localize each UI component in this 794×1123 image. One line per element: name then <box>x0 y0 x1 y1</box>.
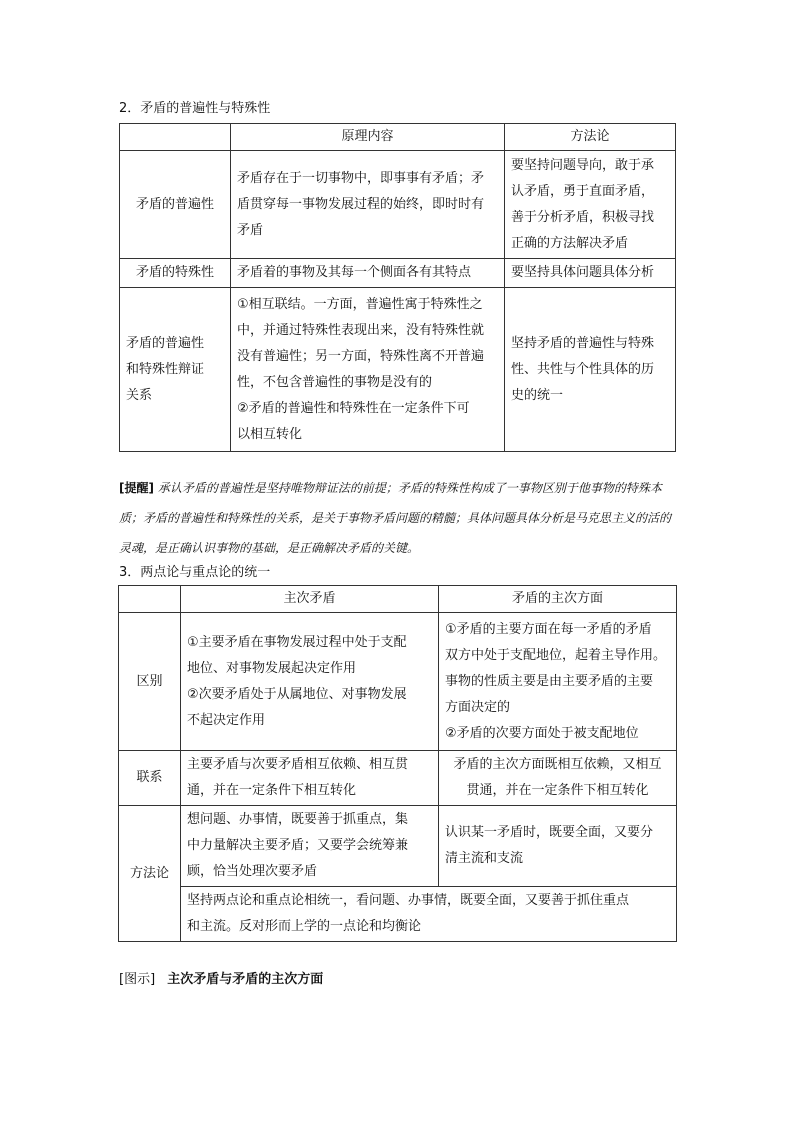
method-cell <box>505 288 676 452</box>
text-line: 性、共性与个性具体的历 <box>511 361 655 377</box>
text-line: 矛盾存在于一切事物中，即事事有矛盾；矛 <box>237 170 485 186</box>
header-principle: 原理内容 <box>231 124 505 151</box>
text-line: 和主流。反对形而上学的一点论和均衡论 <box>187 919 422 934</box>
table-row <box>119 751 677 806</box>
main-contradiction-cell <box>181 613 439 751</box>
text-line: 双方中处于支配地位，起着主导作用。 <box>445 647 667 663</box>
tip-text: 承认矛盾的普遍性是坚持唯物辩证法的前提；矛盾的特殊性构成了一事物区别于他事物的特殊本质；矛盾的普遍性和特殊性的关系，是关于事物矛盾问题的精髓；具体问题具体分析是马克思主义的活的灵魂，是正确认识事物的基础，是正确解决矛盾的关键。 <box>119 481 672 555</box>
text-line: 地位、对事物发展起决定作用 <box>187 660 357 676</box>
text-line: 正确的方法解决矛盾 <box>511 235 629 251</box>
aspect-cell <box>439 806 677 887</box>
universality-table <box>119 123 676 452</box>
text-line: 主要矛盾与次要矛盾相互依赖、相互贯 <box>187 757 409 772</box>
table-row <box>119 806 677 887</box>
table-row <box>119 613 677 751</box>
header-method: 方法论 <box>505 124 676 151</box>
main-contradiction-cell <box>181 806 439 887</box>
text-line: 通，并在一定条件下相互转化 <box>187 783 357 798</box>
row-label-dialectical-relation <box>120 288 231 452</box>
table-row <box>119 887 677 942</box>
principle-cell <box>231 151 505 259</box>
text-line: 性，不包含普遍性的事物是没有的 <box>237 374 433 390</box>
section-2-heading: 2．矛盾的普遍性与特殊性 <box>119 101 271 116</box>
text-line: ①矛盾的主要方面在每一矛盾的矛盾 <box>445 621 652 637</box>
text-line: 没有普遍性；另一方面，特殊性离不开普遍 <box>237 348 485 364</box>
aspect-cell <box>439 613 677 751</box>
section-3-heading: 3．两点论与重点论的统一 <box>119 565 271 580</box>
text-line: 不起决定作用 <box>187 712 266 728</box>
table-row <box>120 288 676 452</box>
principle-cell <box>231 288 505 452</box>
figure-tag: [图示] <box>119 972 156 987</box>
table-row <box>120 259 676 288</box>
principle-cell <box>231 259 505 288</box>
text-line: 贯通，并在一定条件下相互转化 <box>466 783 649 798</box>
text-line: 想问题、办事情，既要善于抓重点，集 <box>187 812 409 827</box>
text-line: 和特殊性辩证 <box>126 361 205 377</box>
text-line: 要坚持问题导向，敢于承 <box>511 157 655 173</box>
figure-title: 主次矛盾与矛盾的主次方面 <box>167 972 324 987</box>
text-line: 要坚持具体问题具体分析 <box>511 265 655 280</box>
text-line: ②次要矛盾处于从属地位、对事物发展 <box>187 686 407 702</box>
text-line: 盾贯穿每一事物发展过程的始终，即时时有 <box>237 196 485 212</box>
text-line: 矛盾的主次方面既相互依赖，又相互 <box>453 757 662 772</box>
row-label-connection: 联系 <box>119 751 181 806</box>
text-line: 清主流和支流 <box>445 851 524 866</box>
text-line: 认识某一矛盾时，既要全面，又要分 <box>445 825 654 840</box>
combined-method-cell <box>181 887 677 942</box>
main-contradiction-cell <box>181 751 439 806</box>
method-cell <box>505 259 676 288</box>
text-line: 史的统一 <box>511 387 564 403</box>
table-header-row <box>120 124 676 151</box>
row-label-particularity: 矛盾的特殊性 <box>120 259 231 288</box>
header-blank <box>120 124 231 151</box>
header-main-contradiction: 主次矛盾 <box>181 586 439 613</box>
aspect-cell <box>439 751 677 806</box>
text-line: 事物的性质主要是由主要矛盾的主要 <box>445 673 654 689</box>
text-line: ①主要矛盾在事物发展过程中处于支配 <box>187 634 407 650</box>
table-header-row <box>119 586 677 613</box>
text-line: 坚持矛盾的普遍性与特殊 <box>511 335 655 351</box>
header-contradiction-aspects: 矛盾的主次方面 <box>439 586 677 613</box>
text-line: 认矛盾，勇于直面矛盾， <box>511 183 655 199</box>
text-line: ②矛盾的普遍性和特殊性在一定条件下可 <box>237 400 470 416</box>
header-blank <box>119 586 181 613</box>
method-cell <box>505 151 676 259</box>
text-line: 中，并通过特殊性表现出来，没有特殊性就 <box>237 322 485 338</box>
tip-paragraph <box>119 473 679 563</box>
text-line: ①相互联结。一方面，普遍性寓于特殊性之 <box>237 296 483 312</box>
text-line: 矛盾的普遍性 <box>126 335 205 351</box>
text-line: 坚持两点论和重点论相统一，看问题、办事情，既要全面，又要善于抓住重点 <box>187 893 630 908</box>
text-line: 矛盾着的事物及其每一个侧面各有其特点 <box>237 265 472 280</box>
row-label-universality: 矛盾的普遍性 <box>120 151 231 259</box>
text-line: 善于分析矛盾，积极寻找 <box>511 209 655 225</box>
table-row <box>120 151 676 259</box>
text-line: 矛盾 <box>237 222 264 238</box>
text-line: 中力量解决主要矛盾；又要学会统筹兼 <box>187 838 409 853</box>
text-line: 方面决定的 <box>445 699 511 715</box>
two-point-table <box>118 585 677 942</box>
text-line: 以相互转化 <box>237 426 303 442</box>
text-line: 顾，恰当处理次要矛盾 <box>187 864 318 879</box>
row-label-methodology: 方法论 <box>119 806 181 942</box>
text-line: 关系 <box>126 387 153 403</box>
figure-caption <box>119 968 323 987</box>
row-label-difference: 区别 <box>119 613 181 751</box>
tip-tag: [提醒] <box>119 481 154 495</box>
text-line: ②矛盾的次要方面处于被支配地位 <box>445 725 639 741</box>
